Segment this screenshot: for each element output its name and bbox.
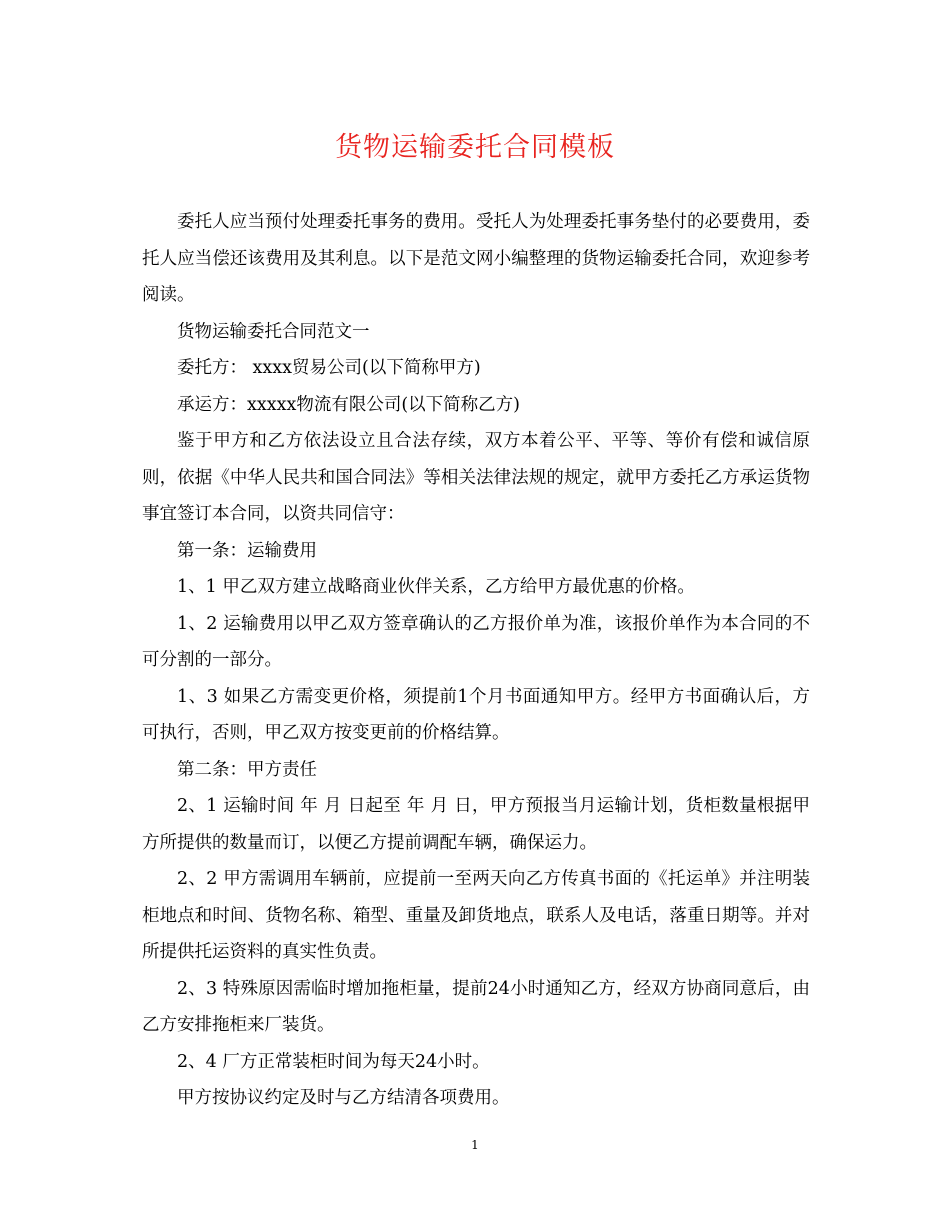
paragraph-client-party: 委托方： xxxx贸易公司(以下简称甲方)	[177, 358, 481, 378]
clause-1-1: 1、1 甲乙双方建立战略商业伙伴关系，乙方给甲方最优惠的价格。	[177, 577, 695, 597]
document-body	[142, 204, 810, 1117]
paragraph-sample-heading: 货物运输委托合同范文一	[177, 321, 370, 342]
clause-1-2: 1、2 运输费用以甲乙双方签章确认的乙方报价单为准，该报价单作为本合同的不可分割的一部分。	[142, 613, 810, 670]
clause-2-1: 2、1 运输时间 年 月 日起至 年 月 日，甲方预报当月运输计划，货柜数量根据甲方所提供的数量而订，以便乙方提前调配车辆，确保运力。	[142, 796, 810, 853]
clause-2-3: 2、3 特殊原因需临时增加拖柜量，提前24小时通知乙方，经双方协商同意后，由乙方安排拖柜来厂装货。	[142, 978, 810, 1035]
paragraph-carrier-party: 承运方：xxxxx物流有限公司(以下简称乙方)	[177, 394, 521, 415]
page-number: 1	[471, 1138, 479, 1152]
paragraph-settlement: 甲方按协议约定及时与乙方结清各项费用。	[177, 1088, 510, 1108]
section-heading-article-1: 第一条：运输费用	[177, 540, 317, 561]
document-title: 货物运输委托合同模板	[335, 132, 615, 163]
paragraph-intro: 委托人应当预付处理委托事务的费用。受托人为处理委托事务垫付的必要费用，委托人应当偿还该费用及其利息。以下是范文网小编整理的货物运输委托合同，欢迎参考阅读。	[142, 212, 810, 305]
clause-1-3: 1、3 如果乙方需变更价格，须提前1个月书面通知甲方。经甲方书面确认后，方可执行，否则，甲乙双方按变更前的价格结算。	[142, 686, 810, 743]
clause-2-2: 2、2 甲方需调用车辆前，应提前一至两天向乙方传真书面的《托运单》并注明装柜地点和时间、货物名称、箱型、重量及卸货地点，联系人及电话，落重日期等。并对所提供托运资料的真实性负责。	[142, 869, 810, 962]
paragraph-preamble: 鉴于甲方和乙方依法设立且合法存续，双方本着公平、平等、等价有偿和诚信原则，依据《中华人民共和国合同法》等相关法律法规的规定，就甲方委托乙方承运货物事宜签订本合同，以资共同信守：	[142, 431, 810, 524]
section-heading-article-2: 第二条：甲方责任	[177, 759, 317, 780]
clause-2-4: 2、4 厂方正常装柜时间为每天24小时。	[177, 1051, 490, 1072]
